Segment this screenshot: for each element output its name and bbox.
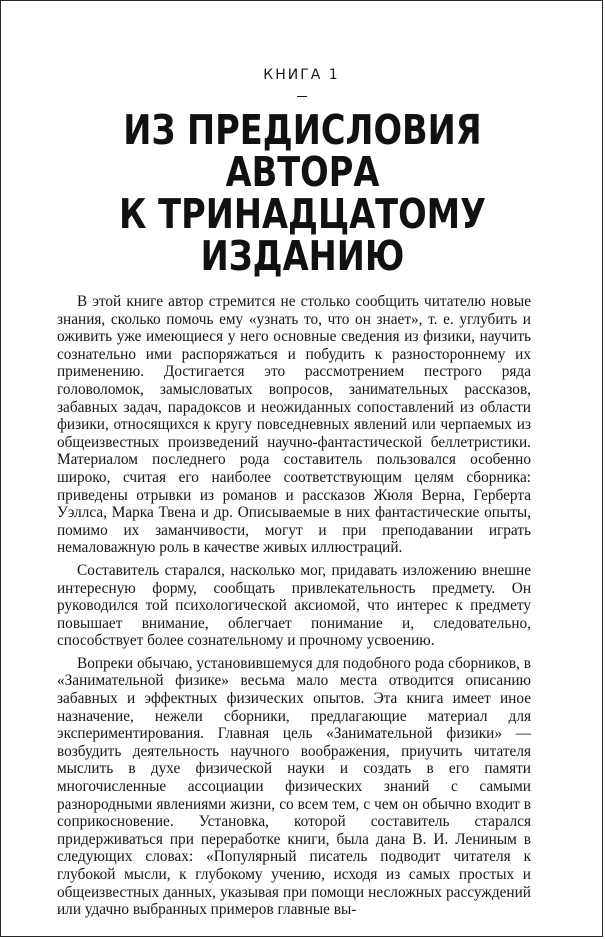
title-line: АВТОРА bbox=[225, 148, 380, 196]
paragraph: Вопреки обычаю, установившемуся для подобного рода сборников, в «Занимательной физике» весьма мало места отводится описанию забавных и эффектных физических опытов. Эта книга имеет иное назначение, нежели сборники, предлагающие материал для экспериментирования. Главная цель «Занимательной физики» — возбудить деятельность научного воображения, приучить читателя мыслить в духе физической науки и создать в его памяти многочисленные ассоциации физических знаний с самыми разнородными явлениями жизни, со всем тем, с чем он обычно входит в соприкосновение. Установка, которой составитель старался придерживаться при переработке книги, была дана В. И. Лениным в следующих словах: «Популярный писатель подводит читателя к глубокой мысли, к глубокому учению, исходя из самых простых и общеизвестных данных, указывая при помощи несложных рассуждений или удачно выбранных примеров главные вы- bbox=[57, 654, 531, 919]
paragraph: В этой книге автор стремится не столько сообщить читателю новые знания, сколько помочь ему «узнать то, что он знает», т. е. углубить и оживить уже имеющиеся у него основные сведения из физики, научить сознательно ими распоряжаться и побудить к разностороннему их применению. Достигается это рассмотрением пестрого ряда головоломок, замысловатых вопросов, занимательных рассказов, забавных задач, парадоксов и неожиданных сопоставлений из области физики, относящихся к кругу повседневных явлений или черпаемых из общеизвестных произведений научно-фантастической беллетристики. Материалом последнего рода составитель пользовался особенно широко, считая его наиболее соответствующим целям сборника: приведены отрывки из романов и рассказов Жюля Верна, Герберта Уэллса, Марка Твена и др. Описываемые в них фантастические опыты, помимо их заманчивости, могут и при преподавании играть немаловажную роль в качестве живых иллюстраций. bbox=[57, 293, 531, 557]
title-line: К ТРИНАДЦАТОМУ bbox=[118, 190, 487, 238]
kicker-divider bbox=[297, 96, 307, 97]
book-number-kicker: КНИГА 1 bbox=[263, 67, 340, 83]
chapter-title bbox=[104, 106, 500, 280]
title-line: ИЗДАНИЮ bbox=[200, 232, 405, 280]
paragraph: Составитель старался, насколько мог, придавать изложению внешне интересную форму, сообщать привлекательность предмету. Он руководился той психологической аксиомой, что интерес к предмету повышает внимание, облегчает понимание и, следовательно, способствует более сознательному и прочному усвоению. bbox=[57, 561, 531, 650]
body-text bbox=[57, 293, 531, 919]
title-line: ИЗ ПРЕДИСЛОВИЯ bbox=[123, 106, 482, 154]
